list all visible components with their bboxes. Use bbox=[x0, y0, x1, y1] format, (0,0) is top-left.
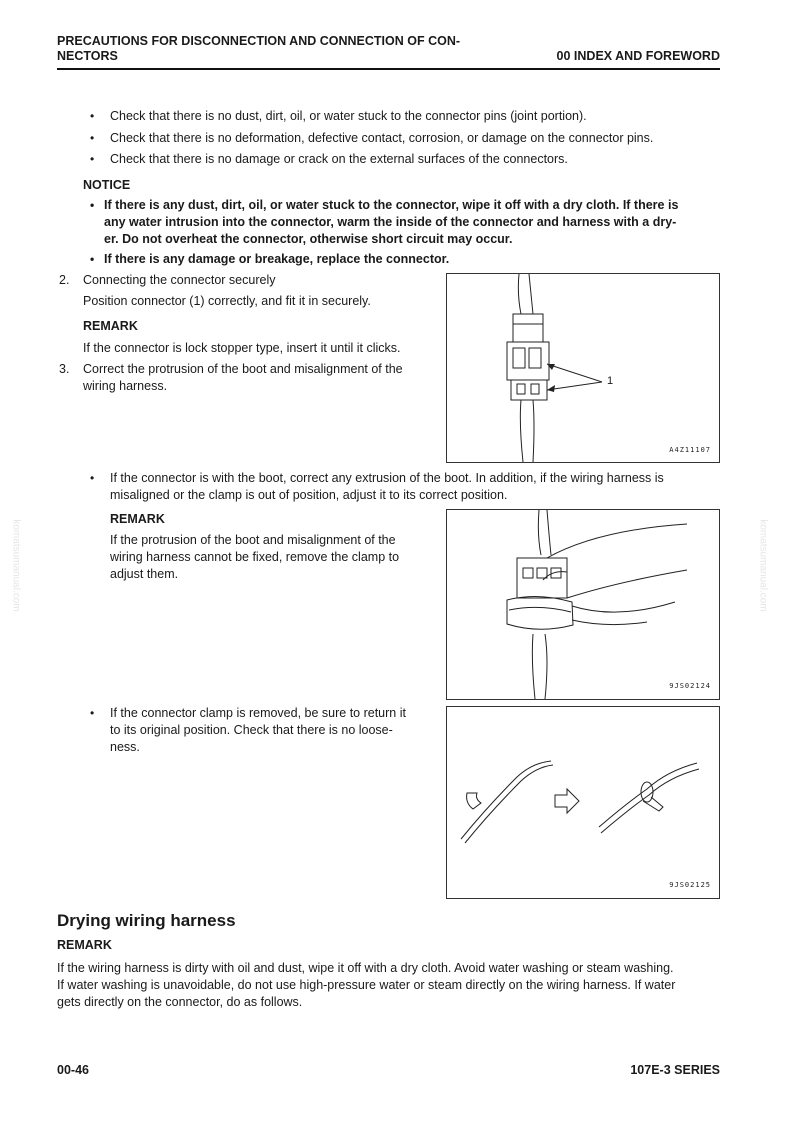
figure-boot bbox=[446, 509, 720, 700]
section-heading: Drying wiring harness bbox=[57, 911, 236, 930]
header-title bbox=[57, 34, 527, 64]
drying-line: gets directly on the connector, do as follows. bbox=[57, 995, 303, 1009]
check-item: Check that there is no deformation, defective contact, corrosion, or damage on the connector pins. bbox=[110, 131, 654, 145]
bullet-marker: • bbox=[90, 252, 95, 266]
boot-line: misaligned or the clamp is out of position, adjust it to its correct position. bbox=[110, 488, 508, 502]
drying-line: If water washing is unavoidable, do not use high-pressure water or steam directly on the wiring harness. If water bbox=[57, 978, 676, 992]
figure-connector bbox=[446, 273, 720, 463]
footer-page-number: 00-46 bbox=[57, 1063, 89, 1077]
bullet-marker: • bbox=[90, 471, 95, 485]
boot-line: If the connector is with the boot, correct any extrusion of the boot. In addition, if the wiring harness is bbox=[110, 471, 664, 485]
notice-line: any water intrusion into the connector, warm the inside of the connector and harness with a dry- bbox=[104, 215, 677, 229]
footer-series: 107E-3 SERIES bbox=[630, 1063, 720, 1077]
clamp-line: If the connector clamp is removed, be sure to return it bbox=[110, 706, 406, 720]
step-number: 2. bbox=[59, 273, 70, 287]
remark-text: If the connector is lock stopper type, insert it until it clicks. bbox=[83, 341, 401, 355]
check-item: Check that there is no dust, dirt, oil, or water stuck to the connector pins (joint portion). bbox=[110, 109, 587, 123]
clamp-line: ness. bbox=[110, 740, 140, 754]
remark-line: wiring harness cannot be fixed, remove the clamp to bbox=[110, 550, 400, 564]
header-title-line1: PRECAUTIONS FOR DISCONNECTION AND CONNECTION OF CON- bbox=[57, 34, 461, 48]
bullet-marker: • bbox=[90, 152, 95, 166]
figure-code: 9JS02125 bbox=[669, 881, 711, 889]
notice-title: NOTICE bbox=[83, 178, 131, 192]
clamp-text bbox=[110, 705, 435, 756]
bullet-marker: • bbox=[90, 198, 95, 212]
notice-item: If there is any damage or breakage, replace the connector. bbox=[104, 252, 450, 266]
figure-callout: 1 bbox=[607, 375, 614, 387]
figure-code: 9JS02124 bbox=[669, 682, 711, 690]
header-title-line2: NECTORS bbox=[57, 49, 118, 63]
remark-text bbox=[110, 532, 435, 583]
step-title: Connecting the connector securely bbox=[83, 273, 276, 287]
watermark-left: komatsumanual.com bbox=[10, 519, 22, 612]
figure-clamp bbox=[446, 706, 720, 899]
header-rule bbox=[57, 68, 720, 70]
step-text bbox=[83, 361, 433, 395]
remark-title: REMARK bbox=[83, 319, 138, 333]
step-line: Correct the protrusion of the boot and misalignment of the bbox=[83, 362, 403, 376]
boot-illustration bbox=[447, 510, 719, 699]
drying-line: If the wiring harness is dirty with oil and dust, wipe it off with a dry cloth. Avoid water washing or steam washing. bbox=[57, 961, 674, 975]
check-item: Check that there is no damage or crack on the external surfaces of the connectors. bbox=[110, 152, 568, 166]
step-line: wiring harness. bbox=[83, 379, 168, 393]
bullet-marker: • bbox=[90, 131, 95, 145]
connector-illustration bbox=[447, 274, 719, 462]
remark-line: If the protrusion of the boot and misalignment of the bbox=[110, 533, 396, 547]
clamp-illustration bbox=[447, 707, 719, 898]
boot-text bbox=[110, 470, 720, 504]
clamp-line: to its original position. Check that there is no loose- bbox=[110, 723, 393, 737]
remark-title: REMARK bbox=[110, 512, 165, 526]
notice-line: er. Do not overheat the connector, otherwise short circuit may occur. bbox=[104, 232, 513, 246]
step-number: 3. bbox=[59, 362, 70, 376]
remark-title: REMARK bbox=[57, 938, 112, 952]
bullet-marker: • bbox=[90, 109, 95, 123]
watermark-right: komatsumanual.com bbox=[757, 519, 769, 612]
figure-code: A4Z11107 bbox=[669, 446, 711, 454]
header-section: 00 INDEX AND FOREWORD bbox=[556, 49, 720, 63]
notice-item bbox=[104, 197, 724, 248]
notice-line: If there is any dust, dirt, oil, or water stuck to the connector, wipe it off with a dry cloth. If there is bbox=[104, 198, 679, 212]
bullet-marker: • bbox=[90, 706, 95, 720]
remark-line: adjust them. bbox=[110, 567, 179, 581]
step-text: Position connector (1) correctly, and fit it in securely. bbox=[83, 294, 371, 308]
drying-text bbox=[57, 960, 727, 1011]
